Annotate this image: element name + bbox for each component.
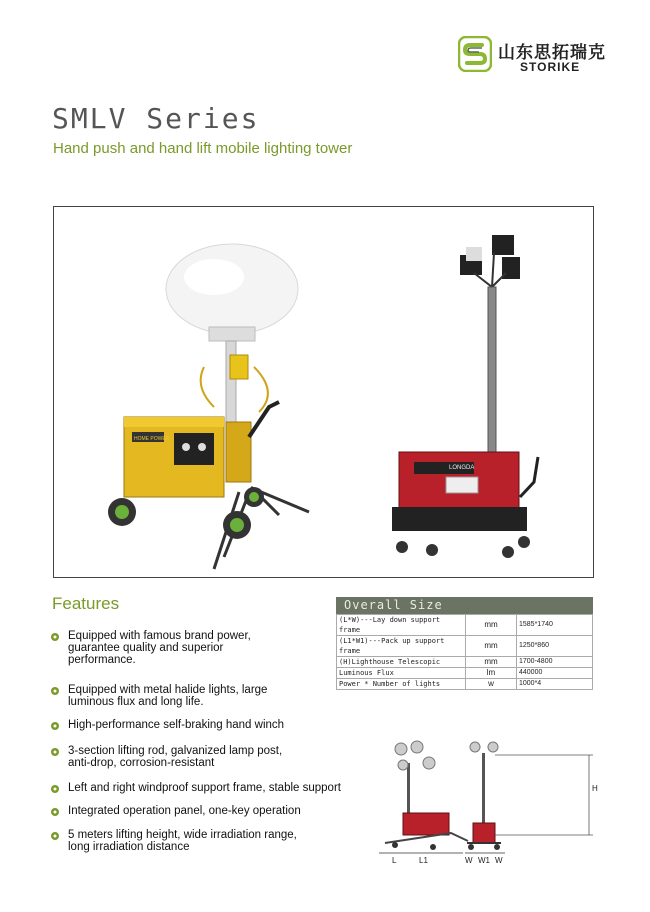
table-row — [337, 615, 593, 636]
features-title: Features — [52, 594, 120, 613]
spec-unit: mm — [466, 657, 517, 668]
brand-name-cn: 山东思拓瑞克 — [498, 43, 606, 62]
dimension-diagram — [373, 735, 605, 870]
spec-value: 1585*1740 — [517, 615, 593, 636]
bullet-icon — [50, 721, 60, 731]
bullet-icon — [50, 632, 60, 642]
four-head-tower-image — [392, 235, 538, 558]
spec-unit: w — [466, 679, 517, 690]
product-photos — [54, 207, 593, 577]
side-view-tower — [379, 741, 468, 865]
spec-value: 1250*860 — [517, 636, 593, 657]
spec-value: 440000 — [517, 668, 593, 679]
feature-text: 3-section lifting rod, galvanized lamp post, anti-drop, corrosion-resistant — [68, 745, 283, 769]
brand-logo — [458, 36, 618, 76]
bullet-icon — [50, 784, 60, 794]
bullet-icon — [50, 807, 60, 817]
spec-unit: mm — [466, 636, 517, 657]
table-row — [337, 668, 593, 679]
storike-logo-icon — [458, 36, 492, 72]
series-title: SMLV Series — [52, 102, 260, 135]
dim-label-l1: L1 — [419, 856, 428, 865]
dim-label-w: W — [465, 856, 473, 865]
generator-label-right: LONGDA — [449, 465, 475, 471]
brand-name-en: STORIKE — [520, 60, 581, 74]
feature-text: Integrated operation panel, one-key operation — [68, 805, 301, 817]
spec-value: 1700-4800 — [517, 657, 593, 668]
balloon-tower-image — [108, 244, 309, 569]
bullet-icon — [50, 747, 60, 757]
spec-unit: mm — [466, 615, 517, 636]
dim-label-w1: W1 — [478, 856, 490, 865]
table-row — [337, 679, 593, 690]
dim-label-l: L — [392, 856, 397, 865]
spec-table — [336, 614, 593, 690]
spec-panel — [336, 597, 593, 690]
spec-name: Luminous Flux — [337, 668, 466, 679]
spec-value: 1000*4 — [517, 679, 593, 690]
spec-name: (L*W)---Lay down support frame — [337, 615, 466, 636]
spec-name: (L1*W1)---Pack up support frame — [337, 636, 466, 657]
spec-unit: lm — [466, 668, 517, 679]
feature-text: 5 meters lifting height, wide irradiation range, long irradiation distance — [68, 829, 297, 853]
spec-name: Power * Number of lights — [337, 679, 466, 690]
product-photo-box — [53, 206, 594, 578]
spec-title: Overall Size — [336, 597, 593, 614]
generator-label-left: HOME POWER — [134, 436, 170, 442]
feature-text: Equipped with metal halide lights, large luminous flux and long life. — [68, 684, 268, 708]
bullet-icon — [50, 686, 60, 696]
feature-text: High-performance self-braking hand winch — [68, 719, 285, 731]
dim-label-w2: W — [495, 856, 503, 865]
front-view-tower — [465, 742, 598, 865]
spec-name: (H)Lighthouse Telescopic — [337, 657, 466, 668]
bullet-icon — [50, 831, 60, 841]
table-row — [337, 636, 593, 657]
feature-text: Left and right windproof support frame, stable support — [68, 782, 341, 794]
series-subtitle: Hand push and hand lift mobile lighting tower — [53, 140, 353, 157]
table-row — [337, 657, 593, 668]
dim-label-h: H — [592, 784, 598, 793]
feature-text: Equipped with famous brand power, guarantee quality and superior performance. — [68, 630, 251, 666]
